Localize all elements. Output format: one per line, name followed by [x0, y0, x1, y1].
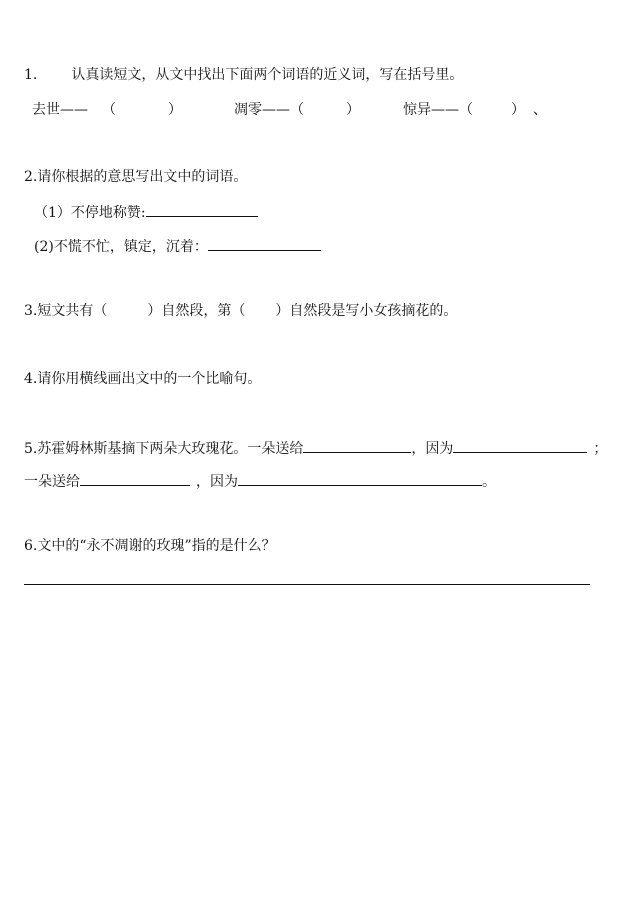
- question-1-number: 1.: [24, 67, 38, 83]
- question-5-part-1: 5.苏霍姆林斯基摘下两朵大玫瑰花。一朵送给: [24, 441, 304, 457]
- item-1-close-paren: ）: [168, 102, 182, 118]
- item-2-close-paren: ）: [346, 102, 360, 118]
- question-3-part-3: ）自然段是写小女孩摘花的。: [275, 303, 458, 319]
- question-5-part-2: ，因为: [411, 441, 454, 457]
- question-1: [24, 66, 463, 84]
- question-5-part-5: ，因为: [196, 474, 238, 490]
- question-5-part-4: 一朵送给: [24, 474, 80, 490]
- item-1-word: 去世——: [32, 102, 88, 118]
- question-5-blank-3[interactable]: [80, 471, 190, 486]
- question-5-blank-1[interactable]: [303, 438, 411, 453]
- question-5-line-1: [24, 438, 607, 458]
- question-1-item-1: [32, 101, 182, 119]
- question-3-part-2: ）自然段，第（: [147, 303, 246, 319]
- item-3-close-paren: ）: [511, 102, 525, 118]
- question-1-item-3: [403, 101, 547, 119]
- sub-2-label: (2)不慌不忙，镇定，沉着：: [34, 239, 208, 255]
- question-1-item-2: [234, 101, 360, 119]
- question-5-line-2: [24, 471, 496, 491]
- question-2: [24, 168, 247, 186]
- question-1-text: 认真读短文，从文中找出下面两个词语的近义词，写在括号里。: [71, 67, 464, 83]
- question-2-text: 2.请你根据的意思写出文中的词语。: [24, 169, 248, 185]
- question-4-text: 4.请你用横线画出文中的一个比喻句。: [24, 371, 262, 387]
- question-3: [24, 302, 457, 320]
- question-5-part-3: ；: [593, 441, 608, 457]
- question-6: [24, 537, 276, 555]
- sub-1-label: （1）不停地称赞:: [34, 205, 146, 221]
- question-5-part-6: 。: [482, 474, 496, 490]
- sub-2-answer-blank[interactable]: [208, 236, 321, 251]
- question-2-sub-2: [34, 236, 321, 256]
- sub-1-answer-blank[interactable]: [146, 202, 258, 217]
- item-trailing-mark: 、: [533, 102, 547, 118]
- item-3-open-paren: （: [459, 102, 473, 118]
- question-5-blank-4[interactable]: [238, 471, 482, 486]
- item-3-word: 惊异——: [403, 102, 459, 118]
- question-6-text: 6.文中的“永不凋谢的玫瑰”指的是什么？: [24, 538, 276, 554]
- item-2-word: 凋零——: [234, 102, 290, 118]
- item-1-open-paren: （: [102, 102, 116, 118]
- question-3-part-1: 3.短文共有（: [24, 303, 108, 319]
- question-4: [24, 370, 261, 388]
- question-2-sub-1: [34, 202, 258, 222]
- question-6-answer-line[interactable]: [24, 584, 590, 585]
- item-2-open-paren: （: [290, 102, 304, 118]
- question-5-blank-2[interactable]: [453, 438, 587, 453]
